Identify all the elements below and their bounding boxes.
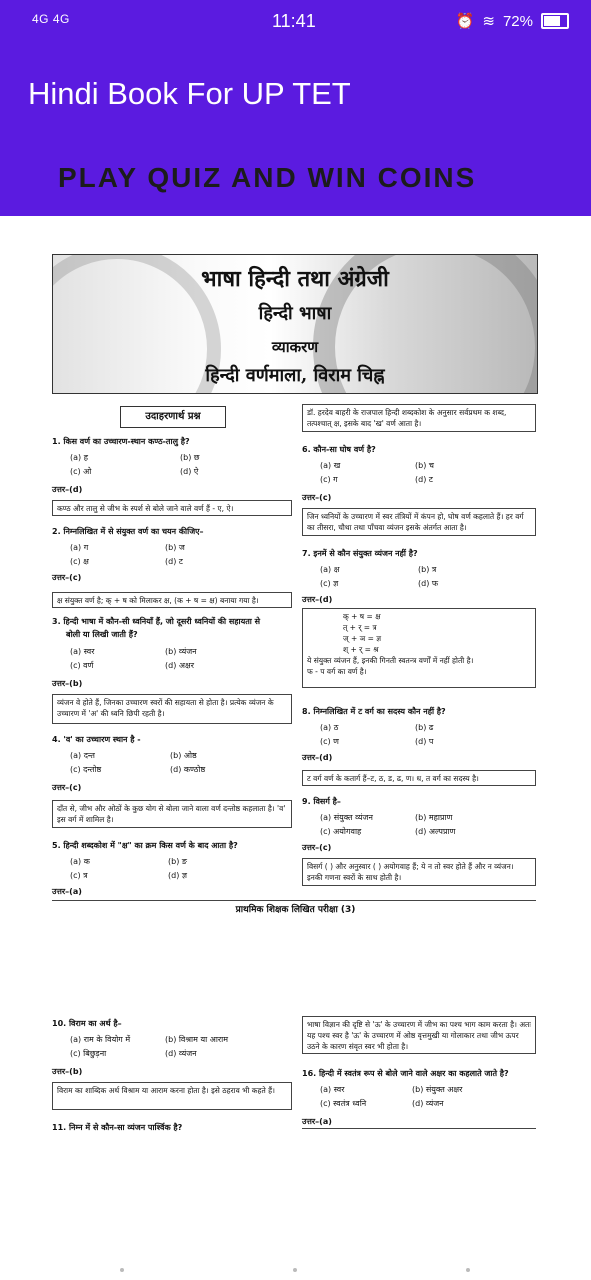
- nav-dot-icon[interactable]: [293, 1268, 297, 1272]
- option: (b) महाप्राण: [415, 813, 453, 822]
- explanation-box: कण्ठ और तालु से जीभ के स्पर्श से बोले जाने वाले वर्ण हैं - ए, ऐ।: [52, 500, 292, 516]
- quiz-banner[interactable]: PLAY QUIZ AND WIN COINS: [58, 162, 477, 193]
- chapter-header: [52, 254, 538, 394]
- answer: उत्तर–(c): [302, 843, 332, 852]
- alarm-icon: ⏰: [455, 13, 475, 30]
- option: (c) ण: [320, 737, 339, 746]
- option: (d) कण्ठोष्ठ: [170, 765, 206, 774]
- app-bar: [0, 44, 591, 216]
- signal-indicator: 4G 4G: [32, 12, 70, 26]
- answer: उत्तर–(b): [52, 679, 83, 688]
- question-1: 1. किस वर्ण का उच्चारण-स्थान कण्ठ-तालु है?: [52, 437, 190, 446]
- question-4: 4. 'व' का उच्चारण स्थान है -: [52, 735, 141, 744]
- question-10: 10. विराम का अर्थ है–: [52, 1019, 122, 1028]
- page-footer: प्राथमिक शिक्षक लिखित परीक्षा (3): [235, 905, 356, 915]
- option: (b) छ: [180, 453, 200, 462]
- answer: उत्तर–(a): [302, 1117, 332, 1126]
- wifi-icon: ≋: [482, 13, 495, 30]
- chapter-subtopic: हिन्दी वर्णमाला, विराम चिह्न: [205, 365, 385, 386]
- option: (b) ङ: [168, 857, 187, 866]
- option: (c) दन्तोष्ठ: [70, 765, 102, 774]
- option: (c) वर्ण: [70, 661, 94, 670]
- battery-percent: 72%: [502, 12, 533, 30]
- question-3: 3. हिन्दी भाषा में कौन-सी ध्वनियाँ हैं, जो दूसरी ध्वनियों की सहायता से: [52, 617, 261, 626]
- chapter-topic: व्याकरण: [271, 338, 319, 356]
- explanation-box: [302, 608, 536, 688]
- chapter-title: भाषा हिन्दी तथा अंग्रेजी: [201, 266, 389, 292]
- nav-dot-icon[interactable]: [466, 1268, 470, 1272]
- status-bar: [0, 0, 591, 44]
- answer: उत्तर–(d): [302, 595, 333, 604]
- question-11: 11. निम्न में से कौन-सा व्यंजन पार्श्विक है?: [52, 1123, 183, 1132]
- chapter-subtitle: हिन्दी भाषा: [258, 303, 332, 324]
- option: (b) त्र: [418, 565, 437, 574]
- option: (a) संयुक्त व्यंजन: [320, 813, 373, 822]
- explanation-box: जिन ध्वनियों के उच्चारण में स्वर तंत्रियों में कंपन हो, घोष वर्ण कहलाते हैं। हर वर्ग का तीसरा, चौथा तथा पाँचवा व्यंजन इसके अंतर्गत आता है।: [302, 508, 536, 536]
- status-right: [456, 12, 569, 30]
- option: (b) संयुक्त अक्षर: [412, 1085, 463, 1094]
- book-page: [0, 216, 591, 1280]
- answer: उत्तर–(c): [52, 573, 82, 582]
- option: (b) व्यंजन: [165, 647, 197, 656]
- option: (b) ढ: [415, 723, 434, 732]
- option: (a) राम के वियोग में: [70, 1035, 131, 1044]
- question-5: 5. हिन्दी शब्दकोश में "क्ष" का क्रम किस वर्ण के बाद आता है?: [52, 841, 238, 850]
- option: (c) क्ष: [70, 557, 89, 566]
- explanation-box: क्ष संयुक्त वर्ण है; क् + ष को मिलाकर क्ष, (क + ष = क्ष) बनाया गया है।: [52, 592, 292, 608]
- question-6: 6. कौन-सा घोष वर्ण है?: [302, 445, 376, 454]
- answer: उत्तर–(a): [52, 887, 82, 896]
- option: (d) अल्पप्राण: [415, 827, 456, 836]
- option: (b) च: [415, 461, 434, 470]
- option: (b) विश्राम या आराम: [165, 1035, 229, 1044]
- option: (a) ह: [70, 453, 88, 462]
- option: (d) व्यंजन: [412, 1099, 444, 1108]
- battery-icon: [541, 13, 569, 29]
- divider: [302, 1128, 536, 1129]
- option: (c) ओ: [70, 467, 92, 476]
- option: (a) स्वर: [320, 1085, 345, 1094]
- option: (d) ट: [415, 475, 433, 484]
- explanation-box: ट वर्ग वर्ण के कतार्ग हैं–ट, ठ, ड, ढ, ण। ध, त वर्ग का सदस्य है।: [302, 770, 536, 786]
- option: (a) क: [70, 857, 90, 866]
- question-16: 16. हिन्दी में स्वतंत्र रूप से बोले जाने वाले अक्षर का कहलाते जाते है?: [302, 1069, 509, 1078]
- explanation-box: भाषा विज्ञान की दृष्टि से 'ऊ' के उच्चारण में जीभ का पश्च भाग काम करता है। अतः यह पश्च स्वर है 'ऊ' के उच्चारण में ओष्ठ वृत्तमुखी या गोलाकार तथा जीभ ऊपर उठने के कारण संवृत स्वर भी होता है।: [302, 1016, 536, 1054]
- option: (c) अयोगवाह: [320, 827, 362, 836]
- option: (b) ओष्ठ: [170, 751, 197, 760]
- explanation-box: विसर्ग ( ) और अनुस्वार ( ) अयोगवाह हैं; ये न तो स्वर होते हैं और न व्यंजन। इनकी गणना स्वरों के साथ होती है।: [302, 858, 536, 886]
- answer: उत्तर–(b): [52, 1067, 83, 1076]
- conjunct-3: ज् + ञ = ज्ञ: [343, 634, 382, 643]
- question-7: 7. इनमें से कौन संयुक्त व्यंजन नहीं है?: [302, 549, 418, 558]
- option: (d) अक्षर: [165, 661, 194, 670]
- answer: उत्तर–(d): [302, 753, 333, 762]
- option: (a) क्ष: [320, 565, 340, 574]
- answer: उत्तर–(d): [52, 485, 83, 494]
- explanation-box: व्यंजन वे होते हैं, जिनका उच्चारण स्वरों की सहायता से होता है। प्रत्येक व्यंजन के उच्चारण में 'अ' की ध्वनि छिपी रहती है।: [52, 694, 292, 724]
- app-title: Hindi Book For UP TET: [28, 76, 351, 111]
- conjunct-1: क् + ष = क्ष: [343, 612, 381, 621]
- clock: 11:41: [272, 11, 316, 31]
- option: (a) दन्त: [70, 751, 95, 760]
- conjunct-4: श् + र् = श्र: [343, 645, 379, 654]
- question-8: 8. निम्नलिखित में ट वर्ग का सदस्य कौन नहीं है?: [302, 707, 446, 716]
- nav-bar: [0, 1268, 591, 1278]
- option: (a) ग: [70, 543, 89, 552]
- nav-dot-icon[interactable]: [120, 1268, 124, 1272]
- option: (d) ज्ञ: [168, 871, 187, 880]
- conjunct-note-2: फ - प वर्ग का वर्ण है।: [307, 667, 367, 676]
- option: (a) ख: [320, 461, 341, 470]
- question-9: 9. विसर्ग है–: [302, 797, 341, 806]
- divider: [52, 900, 536, 901]
- answer: उत्तर–(c): [302, 493, 332, 502]
- option: (d) ट: [165, 557, 183, 566]
- option: (d) प: [415, 737, 434, 746]
- conjunct-note: ये संयुक्त व्यंजन हैं, इनकी गिनती स्वतन्त्र वर्णों में नहीं होती है।: [307, 656, 474, 665]
- section-badge: उदाहरणार्थ प्रश्न: [120, 406, 226, 428]
- option: (c) स्वतंत्र ध्वनि: [320, 1099, 367, 1108]
- option: (a) स्वर: [70, 647, 95, 656]
- explanation-box: डॉ. हरदेव बाहरी के राजपाल हिन्दी शब्दकोश के अनुसार सर्वप्रथम क शब्द, तत्पश्चात् क्ष, इसके बाद 'ख' वर्ण आता है।: [302, 404, 536, 432]
- option: (d) फ: [418, 579, 439, 588]
- question-2: 2. निम्नलिखित में से संयुक्त वर्ण का चयन कीजिए–: [52, 527, 204, 536]
- explanation-box: विराम का शाब्दिक अर्थ विश्राम या आराम करना होता है। इसे ठहराव भी कहते हैं।: [52, 1082, 292, 1110]
- option: (a) ठ: [320, 723, 339, 732]
- conjunct-2: त् + र् = त्र: [343, 623, 377, 632]
- explanation-box: दाँत से, जीभ और ओठों के कुछ योग से बोला जाने वाला वर्ण दन्तोष्ठ कहलाता है। 'व' इस वर्ग में शामिल है।: [52, 800, 292, 828]
- option: (c) त्र: [70, 871, 88, 880]
- option: (d) ऐ: [180, 467, 199, 476]
- question-3-cont: बोली या लिखी जाती हैं?: [66, 630, 138, 639]
- answer: उत्तर–(c): [52, 783, 82, 792]
- option: (c) ज्ञ: [320, 579, 339, 588]
- option: (c) ग: [320, 475, 338, 484]
- option: (b) ज: [165, 543, 185, 552]
- option: (d) व्यंजन: [165, 1049, 197, 1058]
- option: (c) बिछुड़ना: [70, 1049, 107, 1058]
